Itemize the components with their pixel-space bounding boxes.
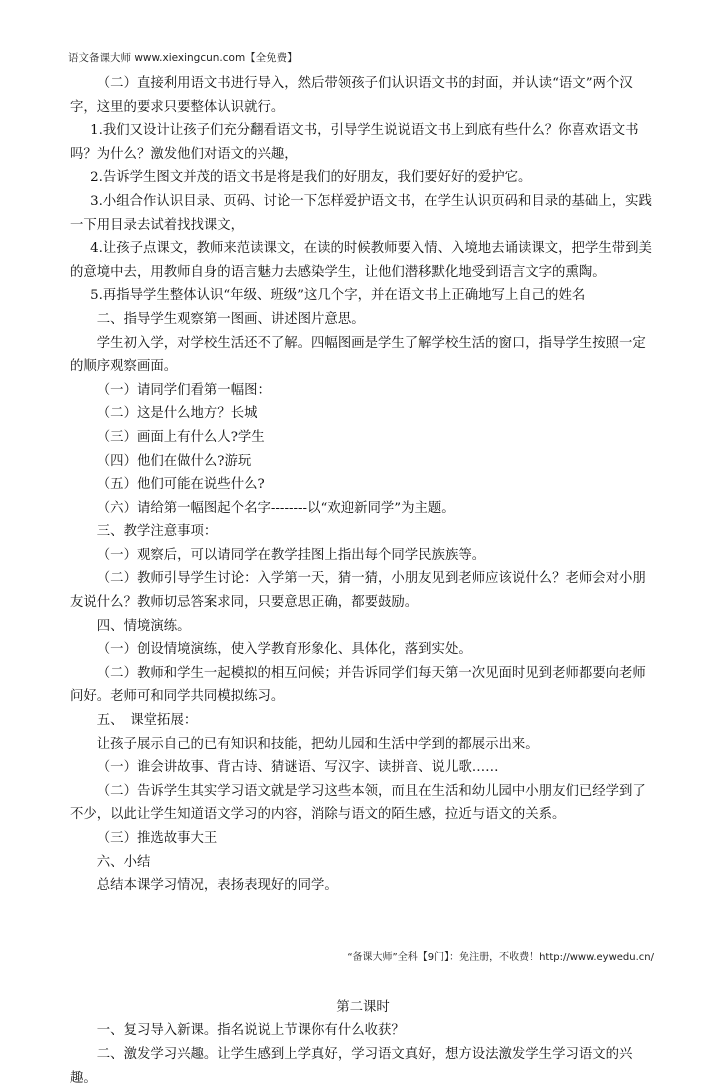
list-item: （一）创设情境演练，使入学教育形象化、具体化，落到实处。 — [96, 642, 472, 658]
paragraph: 一、复习导入新课。指名说说上节课你有什么收获？ — [96, 1023, 405, 1039]
paragraph: 3.小组合作认识目录、页码、讨论一下怎样爱护语文书，在学生认识页码和目录的基础上，实践一下用目录去试着找找课文， — [70, 193, 652, 233]
list-item: （四）他们在做什么?游玩 — [96, 453, 252, 469]
blank-space — [70, 898, 656, 996]
list-item: （二）教师引导学生讨论：入学第一天，猜一猜，小朋友见到老师应该说什么？老师会对小朋友说什么？教师切忌答案求同，只要意思正确，都要鼓励。 — [70, 571, 646, 611]
paragraph: 二、激发学习兴趣。让学生感到上学真好，学习语文真好，想方设法激发学生学习语文的兴趣。 — [70, 1046, 633, 1086]
list-item: （一）请同学们看第一幅图： — [96, 382, 271, 398]
paragraph: 2.告诉学生图文并茂的语文书是将是我们的好朋友，我们要好好的爱护它。 — [90, 170, 532, 186]
paragraph: 总结本课学习情况，表扬表现好的同学。 — [96, 878, 338, 894]
paragraph: 1.我们又设计让孩子们充分翻看语文书，引导学生说说语文书上到底有些什么？你喜欢语文书吗？为什么？激发他们对语文的兴趣， — [70, 123, 639, 162]
list-item: （二）教师和学生一起模拟的相互问候；并告诉同学们每天第一次见面时见到老师都要向老师问好。老师可和同学共同模拟练习。 — [70, 665, 646, 705]
document-body — [70, 72, 656, 1090]
paragraph: 5.再指导学生整体认识“年级、班级”这几个字，并在语文书上正确地写上自己的姓名 — [90, 288, 586, 304]
paragraph: 学生初入学，对学校生活还不了解。四幅图画是学生了解学校生活的窗口，指导学生按照一定的顺序观察画面。 — [70, 335, 646, 375]
list-item: （二）告诉学生其实学习语文就是学习这些本领，而且在生活和幼儿园中小朋友们已经学到了不少，以此让学生知道语文学习的内容，消除与语文的陌生感，拉近与语文的关系。 — [70, 783, 646, 823]
list-item: （六）请给第一幅图起个名字--------以“欢迎新同学”为主题。 — [96, 500, 455, 516]
paragraph: 4.让孩子点课文，教师来范读课文，在读的时候教师要入情、入境地去诵读课文，把学生带到美的意境中去，用教师自身的语言魅力去感染学生，让他们潜移默化地受到语言文字的熏陶。 — [70, 241, 652, 280]
paragraph: （二）直接利用语文书进行导入，然后带领孩子们认识语文书的封面，并认读“语文”两个汉字，这里的要求只要整体认识就行。 — [70, 76, 633, 115]
list-item: （一）谁会讲故事、背古诗、猜谜语、写汉字、读拼音、说儿歌…… — [96, 760, 499, 776]
section-title: 第二课时 — [336, 999, 390, 1015]
heading: 四、情境演练。 — [96, 618, 191, 634]
list-item: （五）他们可能在说些什么? — [96, 477, 265, 493]
heading: 二、指导学生观察第一图画、讲述图片意思。 — [96, 311, 365, 327]
list-item: （一）观察后，可以请同学在教学挂图上指出每个同学民族族等。 — [96, 547, 486, 563]
list-item: （三）画面上有什么人?学生 — [96, 429, 265, 445]
list-item: （二）这是什么地方？长城 — [96, 406, 258, 422]
page-header: 语文备课大师 www.xiexingcun.com【全免费】 — [68, 52, 298, 64]
heading: 六、小结 — [96, 854, 151, 870]
page-footer: “备课大师”全科【9门】：免注册，不收费！http://www.eywedu.cn/ — [347, 952, 654, 963]
paragraph: 让孩子展示自己的已有知识和技能，把幼儿园和生活中学到的都展示出来。 — [96, 736, 539, 752]
heading: 五、 课堂拓展： — [96, 713, 198, 729]
heading: 三、教学注意事项： — [96, 524, 218, 540]
list-item: （三）推选故事大王 — [96, 831, 218, 846]
